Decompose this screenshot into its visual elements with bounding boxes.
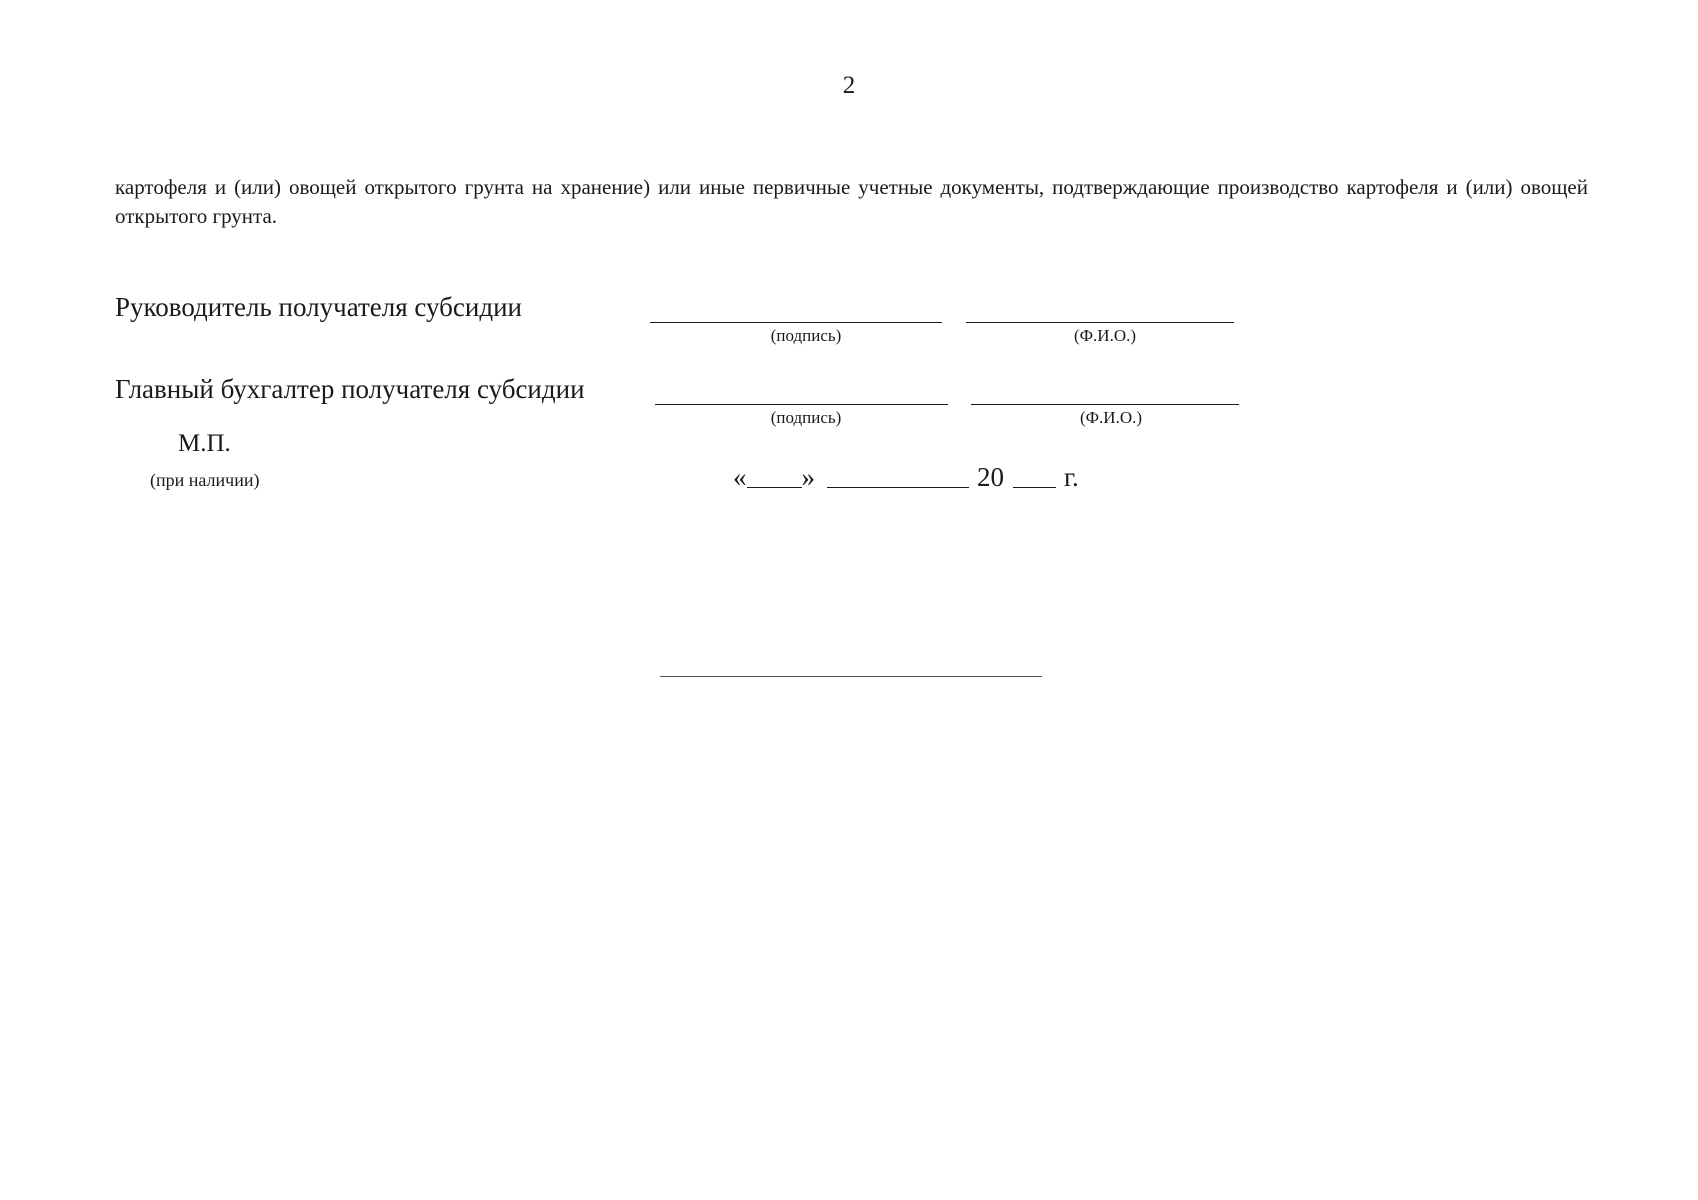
stamp-label: М.П. <box>178 430 231 457</box>
date-day-blank[interactable] <box>747 487 802 488</box>
stamp-note: (при наличии) <box>150 470 260 490</box>
accountant-signature-line[interactable] <box>655 404 948 405</box>
accountant-signature-caption: (подпись) <box>770 408 842 427</box>
date-row <box>733 462 1079 493</box>
head-name-caption: (Ф.И.О.) <box>1073 326 1137 345</box>
accountant-role-label: Главный бухгалтер получателя субсидии <box>115 374 585 404</box>
date-century: 20 <box>977 462 1004 492</box>
date-month-blank[interactable] <box>827 487 969 488</box>
page-number: 2 <box>842 72 856 99</box>
head-name-line[interactable] <box>966 322 1234 323</box>
head-role-label: Руководитель получателя субсидии <box>115 292 522 322</box>
date-open-quote: « <box>733 462 747 492</box>
date-year-suffix: г. <box>1064 462 1079 492</box>
accountant-name-line[interactable] <box>971 404 1239 405</box>
head-signature-line[interactable] <box>650 322 942 323</box>
date-year-blank[interactable] <box>1013 487 1056 488</box>
footer-divider <box>660 676 1042 677</box>
date-close-quote: » <box>801 462 815 492</box>
body-paragraph: картофеля и (или) овощей открытого грунта на хранение) или иные первичные учетные документы, подтверждающие производство картофеля и (или) овощей открытого грунта. <box>115 175 1588 228</box>
accountant-name-caption: (Ф.И.О.) <box>1079 408 1143 427</box>
head-signature-caption: (подпись) <box>770 326 842 345</box>
